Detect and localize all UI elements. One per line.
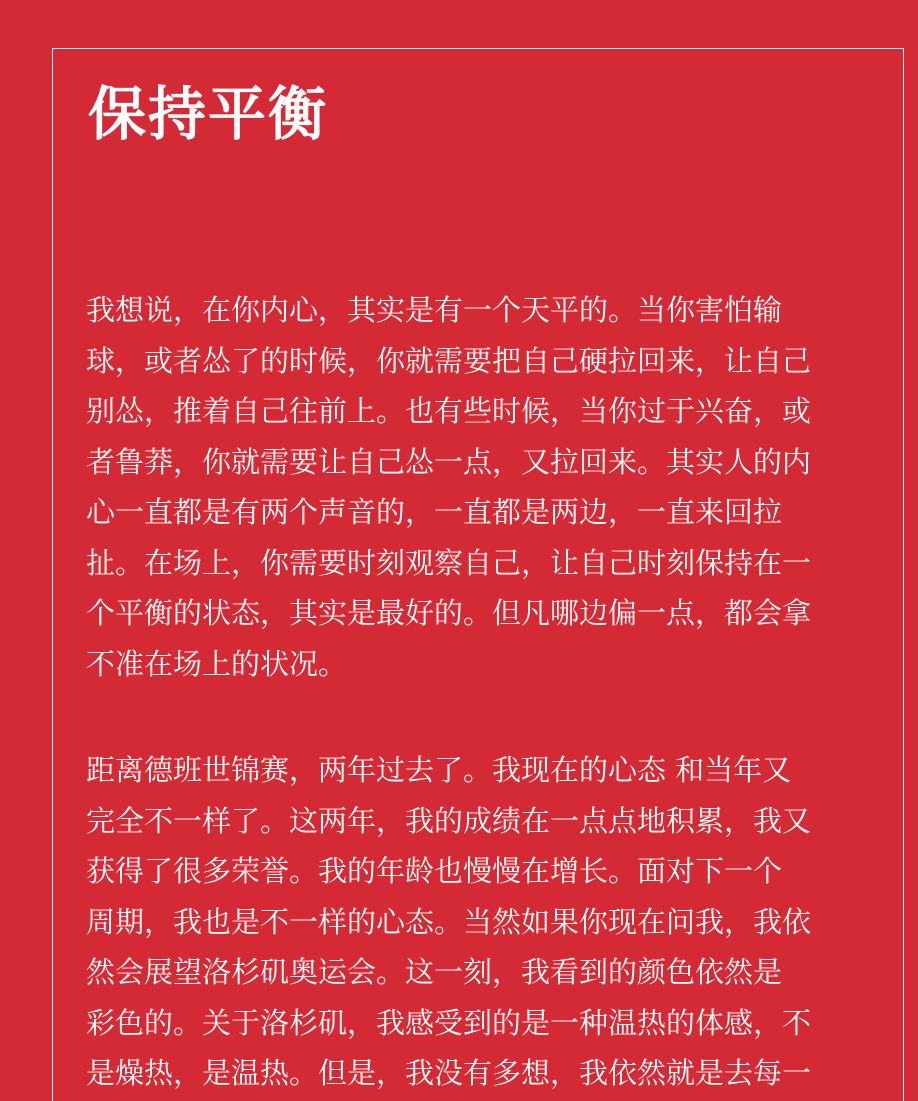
paragraph-line: 不准在场上的状况。 [86,646,348,681]
paragraph-line: 心一直都是有两个声音的，一直都是两边，一直来回拉 [86,495,783,529]
paragraph-line: 周期，我也是不一样的心态。当然如果你现在问我，我依 [86,904,812,939]
paragraph-line: 获得了很多荣誉。我的年龄也慢慢在增长。面对下一个 [86,854,783,888]
paragraph-line: 完全不一样了。这两年，我的成绩在一点点地积累，我又 [86,803,812,838]
paragraph-line: 个平衡的状态，其实是最好的。但凡哪边偏一点，都会拿 [86,596,812,630]
paragraph-line: 彩色的。关于洛杉矶，我感受到的是一种温热的体感，不 [86,1005,812,1040]
paragraph-line: 距离德班世锦赛，两年过去了。我现在的心态 和当年又 [86,753,792,787]
paragraph-2 [86,745,846,1099]
paragraph-1 [86,285,846,689]
paragraph-line: 是燥热，是温热。但是，我没有多想，我依然就是去每一 [86,1056,812,1090]
paragraph-line: 者鲁莽，你就需要让自己怂一点，又拉回来。其实人的内 [86,444,812,479]
article-title: 保持平衡 [88,80,329,148]
paragraph-line: 球，或者怂了的时候，你就需要把自己硬拉回来，让自己 [86,343,812,378]
paragraph-line: 别怂，推着自己往前上。也有些时候，当你过于兴奋，或 [86,394,812,428]
paragraph-line: 扯。在场上，你需要时刻观察自己，让自己时刻保持在一 [86,545,812,580]
paragraph-line: 然会展望洛杉矶奥运会。这一刻，我看到的颜色依然是 [86,955,783,989]
paragraph-line: 我想说，在你内心，其实是有一个天平的。当你害怕输 [86,293,783,327]
